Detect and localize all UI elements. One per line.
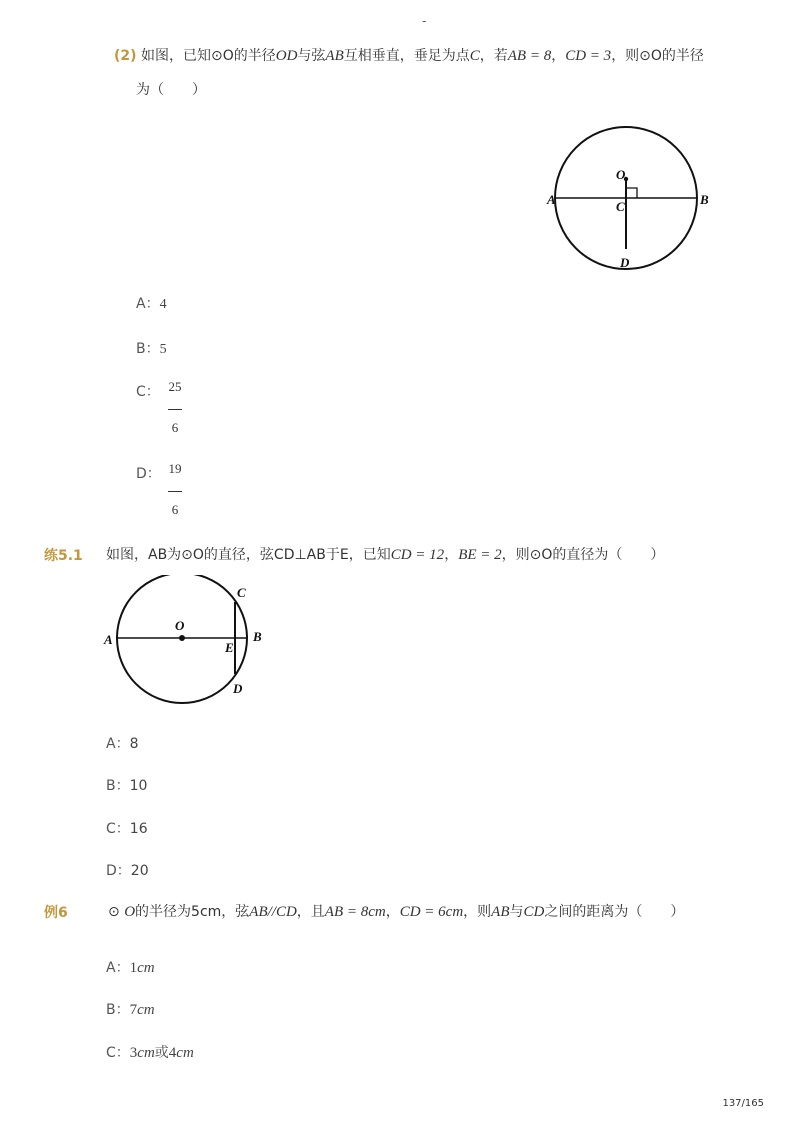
- q2-label-c: C: [616, 199, 625, 214]
- ex51-label-o: O: [175, 618, 185, 633]
- ex51-circle-figure: [100, 575, 270, 715]
- q2-option-c-fraction-bar: [168, 409, 182, 410]
- ex51-label-a: A: [104, 632, 113, 647]
- q2-circle-figure: [540, 115, 720, 275]
- q2-stem-line2: 为（ ）: [136, 82, 206, 98]
- ex51-stem: 如图，AB为⊙O的直径，弦CD⊥AB于E，已知CD = 12，BE = 2，则⊙O的直径为（ ）: [106, 547, 665, 563]
- q2-option-d[interactable]: D：: [136, 466, 161, 482]
- q2-option-c-numerator: 25: [168, 379, 182, 394]
- ex51-center-dot: [179, 635, 185, 641]
- ex51-option-c[interactable]: C：16: [106, 821, 148, 837]
- ex51-label-b: B: [253, 629, 262, 644]
- ex51-label-d: D: [233, 681, 243, 696]
- ex51-label-c: C: [237, 585, 246, 600]
- ex51-label-e: E: [225, 640, 234, 655]
- top-mark: -: [422, 14, 427, 28]
- q2-option-b[interactable]: B：5: [136, 341, 167, 357]
- ex51-tag: 练5.1: [44, 548, 83, 564]
- q2-option-c-denominator: 6: [171, 420, 179, 435]
- ex51-option-d[interactable]: D：20: [106, 863, 149, 879]
- ex6-option-a[interactable]: A：1cm: [106, 960, 155, 976]
- q2-label-o: O: [616, 167, 626, 182]
- ex6-tag: 例6: [44, 905, 68, 921]
- q2-right-angle-mark: [626, 188, 637, 198]
- q2-option-d-numerator: 19: [168, 461, 182, 476]
- q2-label-a: A: [547, 192, 556, 207]
- ex6-option-c[interactable]: C：3cm或4cm: [106, 1045, 194, 1061]
- q2-label-d: D: [620, 255, 630, 270]
- q2-tag: (2): [114, 48, 137, 64]
- ex6-option-b[interactable]: B：7cm: [106, 1002, 155, 1018]
- q2-option-d-fraction-bar: [168, 491, 182, 492]
- q2-option-a[interactable]: A：4: [136, 296, 167, 312]
- ex51-option-a[interactable]: A：8: [106, 736, 139, 752]
- q2-option-d-denominator: 6: [171, 502, 179, 517]
- q2-option-c[interactable]: C：: [136, 384, 160, 400]
- page-number: 137/165: [722, 1098, 764, 1109]
- ex6-stem: ⊙ O的半径为5cm，弦AB//CD，且AB = 8cm，CD = 6cm，则AB与CD之间的距离为（ ）: [108, 904, 685, 920]
- ex51-option-b[interactable]: B：10: [106, 778, 148, 794]
- q2-stem-line1: (2) 如图，已知⊙O的半径OD与弦AB互相垂直，垂足为点C，若AB = 8，CD = 3，则⊙O的半径: [114, 48, 704, 64]
- q2-label-b: B: [700, 192, 709, 207]
